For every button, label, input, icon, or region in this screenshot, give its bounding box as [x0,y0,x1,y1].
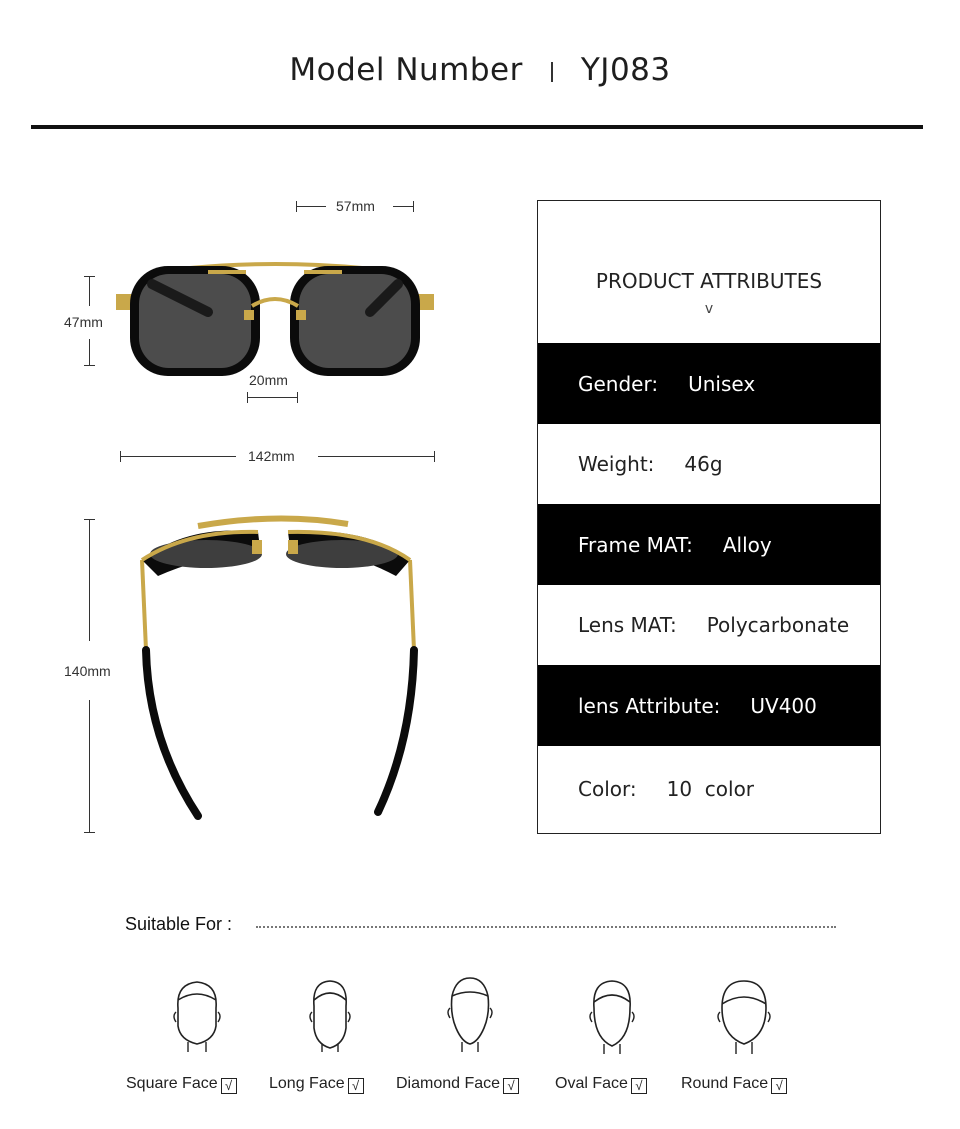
dim-line [120,456,236,457]
attribute-row-weight [538,424,880,504]
dim-tick [434,451,435,462]
attribute-value: Alloy [722,532,772,557]
lens-width-label: 57mm [336,198,375,214]
model-number-value: YJ083 [580,52,671,88]
round-face-icon [712,978,776,1054]
diamond-face-icon [438,974,502,1052]
attribute-row-frame-material [538,504,880,585]
check-icon: √ [771,1078,787,1094]
dim-tick [413,201,414,212]
face-label-diamond [396,1075,519,1094]
attribute-value: 46g [684,452,723,476]
page-title [0,52,960,88]
glasses-front-image [112,258,438,384]
face-name: Oval Face [555,1075,628,1092]
right-temple-tip [378,650,414,812]
face-label-oval [555,1075,647,1094]
attribute-label: Color: [578,777,637,801]
dim-line [89,519,90,641]
dotted-divider [256,926,836,928]
dim-line [247,397,298,398]
attribute-row-color [538,746,880,832]
nose-pad [252,540,262,554]
check-icon: √ [503,1078,519,1094]
nose-pad [244,310,254,320]
right-temple-metal [410,560,414,650]
brow-accent [208,270,246,274]
attribute-value: 10 color [666,777,755,801]
dim-line [296,206,326,207]
lens-height-label: 47mm [64,314,103,330]
nose-pad [288,540,298,554]
header-divider [31,125,923,129]
top-bar [198,518,348,526]
dim-line [89,339,90,366]
dim-tick [84,832,95,833]
check-icon: √ [221,1078,237,1094]
oval-face-icon [582,978,642,1054]
attribute-row-lens-material [538,585,880,665]
face-label-square [126,1075,237,1094]
dim-line [89,700,90,833]
attribute-value: Unisex [688,371,756,396]
left-lens-top [150,540,262,568]
face-name: Long Face [269,1075,345,1092]
square-face-icon [166,978,228,1052]
face-label-long [269,1075,364,1094]
attribute-value: Polycarbonate [706,613,850,637]
attribute-row-gender [538,343,880,424]
dim-tick [84,365,95,366]
bridge-width-label: 20mm [249,372,288,388]
attribute-row-lens-attribute [538,665,880,746]
dim-line [393,206,414,207]
face-name: Square Face [126,1075,218,1092]
attribute-label: Gender: [578,371,659,396]
temple-length-label: 140mm [64,663,111,679]
brow-accent [304,270,342,274]
left-temple-tip [146,650,198,816]
dim-line [89,276,90,306]
dim-tick [297,392,298,403]
attributes-title: PRODUCT ATTRIBUTES [595,269,823,293]
suitable-for-label: Suitable For : [125,914,233,934]
model-number-label: Model Number [289,52,523,88]
left-temple-metal [142,560,146,650]
attribute-label: Frame MAT: [578,532,693,557]
long-face-icon [302,978,358,1052]
nose-pad [296,310,306,320]
chevron-down-icon: v [704,301,714,317]
check-icon: √ [631,1078,647,1094]
check-icon: √ [348,1078,364,1094]
face-name: Diamond Face [396,1075,501,1092]
product-attributes-panel [537,200,881,834]
frame-width-label: 142mm [248,448,295,464]
dim-line [318,456,435,457]
attribute-label: Lens MAT: [578,613,677,637]
title-separator [551,62,553,82]
attribute-value: UV400 [750,693,817,718]
attribute-label: Weight: [578,452,655,476]
attribute-label: lens Attribute: [578,693,721,718]
face-label-round [681,1075,787,1094]
face-name: Round Face [681,1075,769,1092]
glasses-top-image [128,510,428,822]
